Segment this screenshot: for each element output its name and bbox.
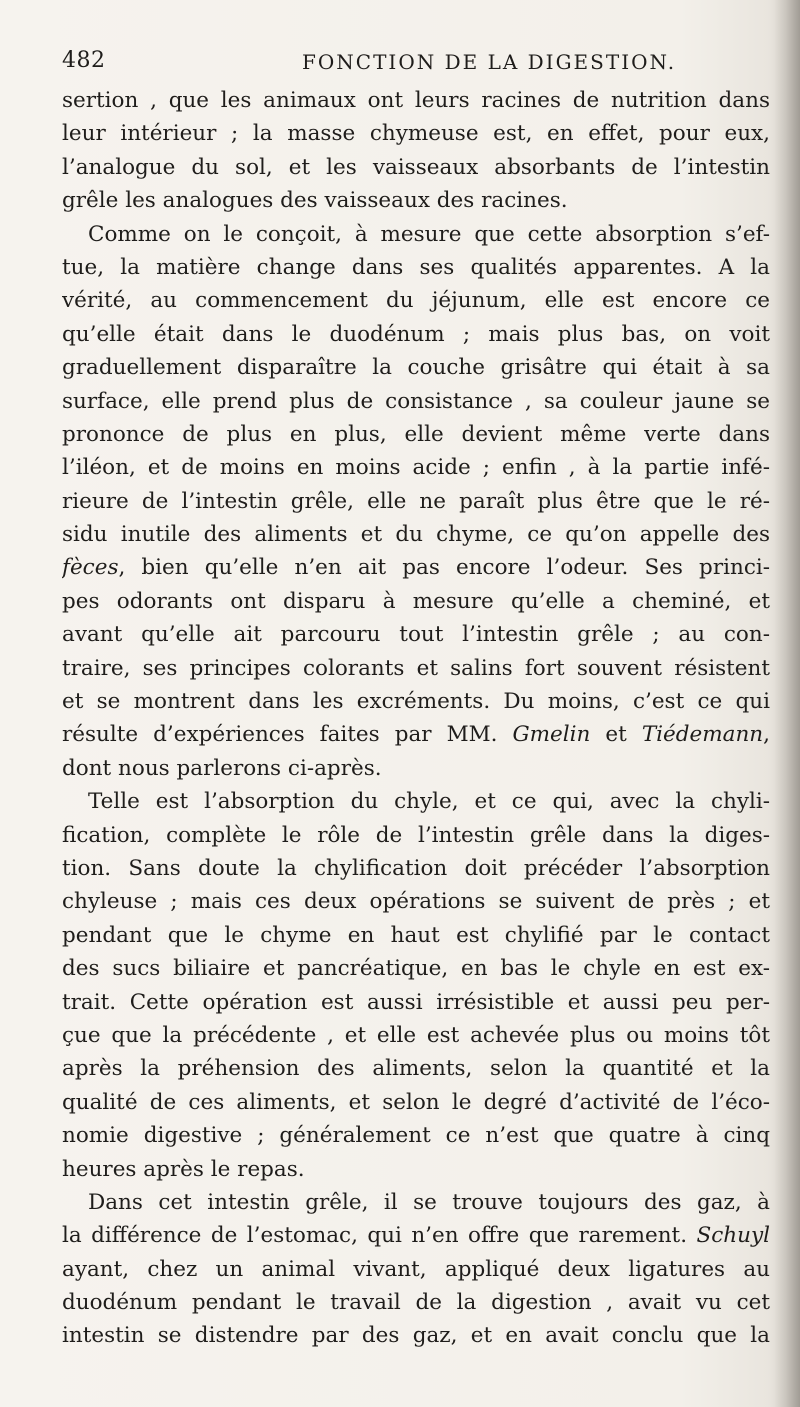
italic-text: fèces (62, 555, 119, 581)
text-line: traire, ses principes colorants et salins fort souvent résistent (62, 655, 770, 681)
page-edge-shadow (774, 0, 800, 1407)
text-line: rieure de l’intestin grêle, elle ne paraît plus être que le ré- (62, 488, 770, 514)
text-line: qu’elle était dans le duodénum ; mais plus bas, on voit (62, 321, 770, 347)
text-line: l’iléon, et de moins en moins acide ; enfin , à la partie infé- (62, 455, 770, 481)
text-line: nomie digestive ; généralement ce n’est que quatre à cinq (62, 1123, 770, 1149)
text-span: la différence de l’estomac, qui n’en offre que rarement. (62, 1223, 697, 1249)
text-line: ayant, chez un animal vivant, appliqué deux ligatures au (62, 1256, 770, 1282)
italic-text: Schuyl (696, 1223, 770, 1249)
text-line: grêle les analogues des vaisseaux des racines. (62, 188, 568, 214)
page-header (62, 48, 768, 80)
text-span: , (763, 722, 770, 748)
text-line: tion. Sans doute la chylification doit précéder l’absorption (62, 855, 770, 881)
text-line: duodénum pendant le travail de la digestion , avait vu cet (62, 1290, 770, 1316)
text-line (62, 1219, 770, 1252)
text-line: tue, la matière change dans ses qualités apparentes. A la (62, 254, 770, 280)
italic-text: Gmelin (512, 722, 591, 748)
text-line: pendant que le chyme en haut est chylifié par le contact (62, 922, 770, 948)
text-line: qualité de ces aliments, et selon le degré d’activité de l’éco- (62, 1089, 770, 1115)
text-line: et se montrent dans les excréments. Du moins, c’est ce qui (62, 689, 770, 715)
text-line: Telle est l’absorption du chyle, et ce qui, avec la chyli- (88, 789, 770, 815)
text-line (62, 718, 770, 751)
text-line: dont nous parlerons ci-après. (62, 755, 382, 781)
text-line: trait. Cette opération est aussi irrésistible et aussi peu per- (62, 989, 770, 1015)
running-head: FONCTION DE LA DIGESTION. (302, 50, 677, 74)
text-span: , bien qu’elle n’en ait pas encore l’odeur. Ses princi- (118, 555, 770, 581)
text-span: résulte d’expériences faites par MM. (62, 722, 513, 748)
text-line: graduellement disparaître la couche grisâtre qui était à sa (62, 355, 770, 381)
text-line: après la préhension des aliments, selon la quantité et la (62, 1056, 770, 1082)
text-line: avant qu’elle ait parcouru tout l’intestin grêle ; au con- (62, 622, 770, 648)
page-number: 482 (62, 48, 106, 73)
text-line: chyleuse ; mais ces deux opérations se suivent de près ; et (62, 889, 770, 915)
text-line: fication, complète le rôle de l’intestin grêle dans la diges- (62, 822, 770, 848)
text-span: et (590, 722, 642, 748)
text-line: vérité, au commencement du jéjunum, elle est encore ce (62, 288, 770, 314)
text-line: intestin se distendre par des gaz, et en avait conclu que la (62, 1323, 770, 1349)
text-line: prononce de plus en plus, elle devient même verte dans (62, 421, 770, 447)
text-line: des sucs biliaire et pancréatique, en bas le chyle en est ex- (62, 956, 770, 982)
text-line: Comme on le conçoit, à mesure que cette absorption s’ef- (88, 221, 770, 247)
text-line: çue que la précédente , et elle est achevée plus ou moins tôt (62, 1022, 770, 1048)
text-line: sertion , que les animaux ont leurs racines de nutrition dans (62, 88, 770, 113)
italic-text: Tiédemann (641, 722, 764, 748)
text-line: surface, elle prend plus de consistance , sa couleur jaune se (62, 388, 770, 414)
body-text (62, 84, 770, 1353)
text-line: l’analogue du sol, et les vaisseaux absorbants de l’intestin (62, 154, 770, 180)
text-line: Dans cet intestin grêle, il se trouve toujours des gaz, à (88, 1189, 770, 1215)
text-line (62, 551, 770, 584)
text-line: leur intérieur ; la masse chymeuse est, en effet, pour eux, (62, 121, 770, 147)
text-line: heures après le repas. (62, 1156, 305, 1182)
text-line: sidu inutile des aliments et du chyme, ce qu’on appelle des (62, 522, 770, 548)
text-line: pes odorants ont disparu à mesure qu’elle a cheminé, et (62, 588, 770, 614)
